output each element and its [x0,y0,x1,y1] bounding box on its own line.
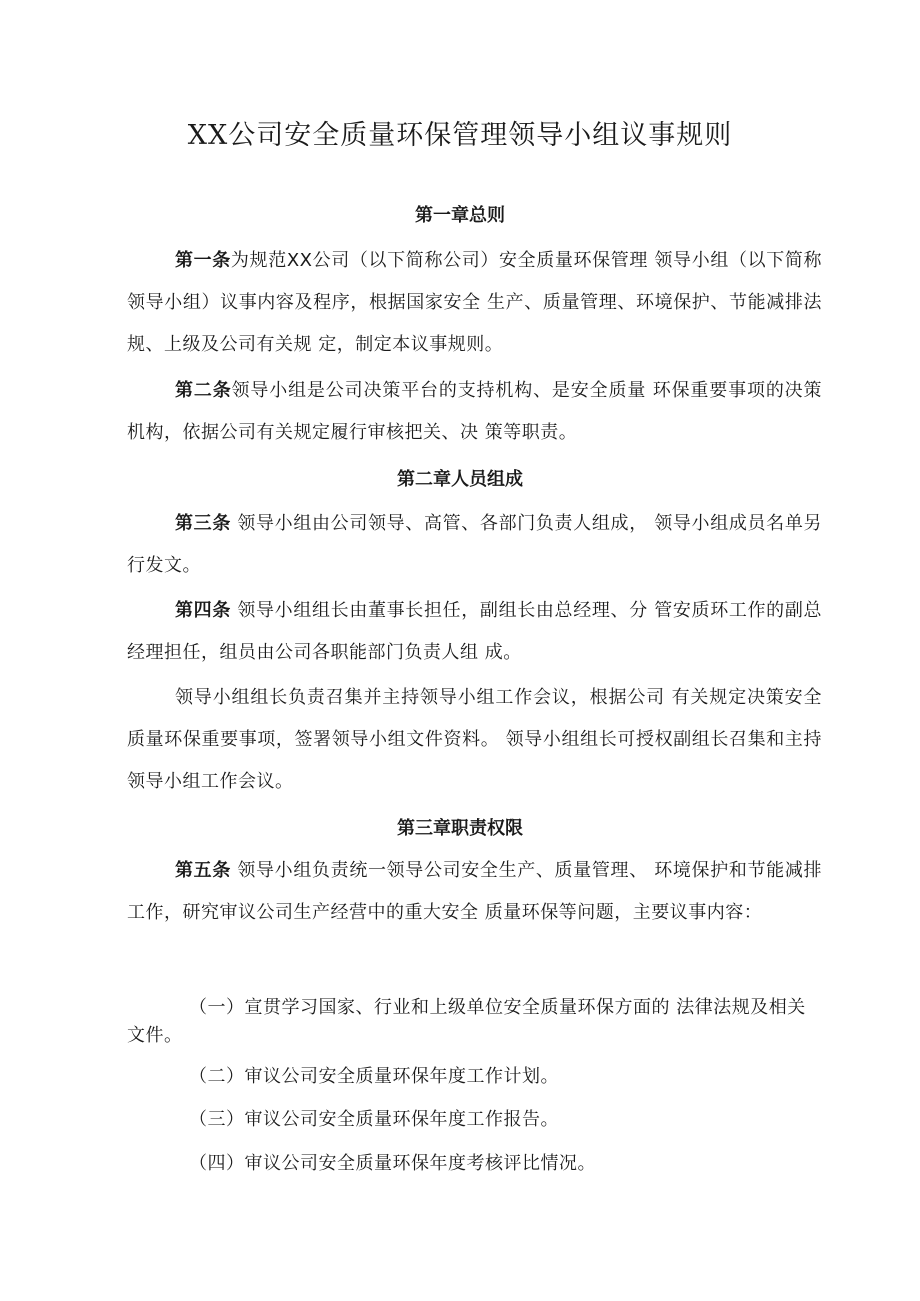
list-item: （二）审议公司安全质量环保年度工作计划。 [189,1066,559,1087]
article-3-lead: 第三条 [175,513,231,534]
article-4-lead: 第四条 [175,600,231,621]
list-item: （三）审议公司安全质量环保年度工作报告。 [189,1109,559,1130]
article-1-lead: 第一条 [175,250,231,271]
article-3 [127,503,822,587]
article-2-text: 领导小组是公司决策平台的支持机构、是安全质量 环保重要事项的决策机构，依据公司有关规定履行审核把关、决 策等职责。 [127,380,823,443]
article-1-text: 为规范XX公司（以下简称公司）安全质量环保管理 领导小组（以下简称领导小组）议事内容及程序，根据国家安全 生产、质量管理、环境保护、节能减排法规、上级及公司有关规 定，制定本议事规则。 [127,250,823,355]
list-item: （一）宣贯学习国家、行业和上级单位安全质量环保方面的 法律法规及相关文件。 [127,997,806,1046]
article-2-lead: 第二条 [175,380,232,401]
article-1 [127,240,822,366]
list-item: （四）审议公司安全质量环保年度考核评比情况。 [189,1153,596,1174]
article-4-text: 领导小组组长由董事长担任，副组长由总经理、分 管安质环工作的副总经理担任，组员由公司各职能部门负责人组 成。 [127,600,822,663]
chapter-2-paragraph: 领导小组组长负责召集并主持领导小组工作会议，根据公司 有关规定决策安全质量环保重要事项，签署领导小组文件资料。 领导小组组长可授权副组长召集和主持领导小组工作会议。 [127,687,822,792]
article-5-text: 领导小组负责统一领导公司安全生产、质量管理、 环境保护和节能减排工作，研究审议公司生产经营中的重大安全 质量环保等问题，主要议事内容： [127,860,822,923]
document-title: XX公司安全质量环保管理领导小组议事规则 [187,120,733,151]
article-5 [127,850,822,934]
article-2 [127,370,822,454]
article-3-text: 领导小组由公司领导、高管、各部门负责人组成， 领导小组成员名单另行发文。 [127,513,822,576]
chapter-1-heading: 第一章总则 [415,205,505,226]
chapter-3-heading: 第三章职责权限 [397,818,523,839]
chapter-2-heading: 第二章人员组成 [397,469,523,490]
article-5-lead: 第五条 [175,860,231,881]
article-4 [127,590,822,674]
